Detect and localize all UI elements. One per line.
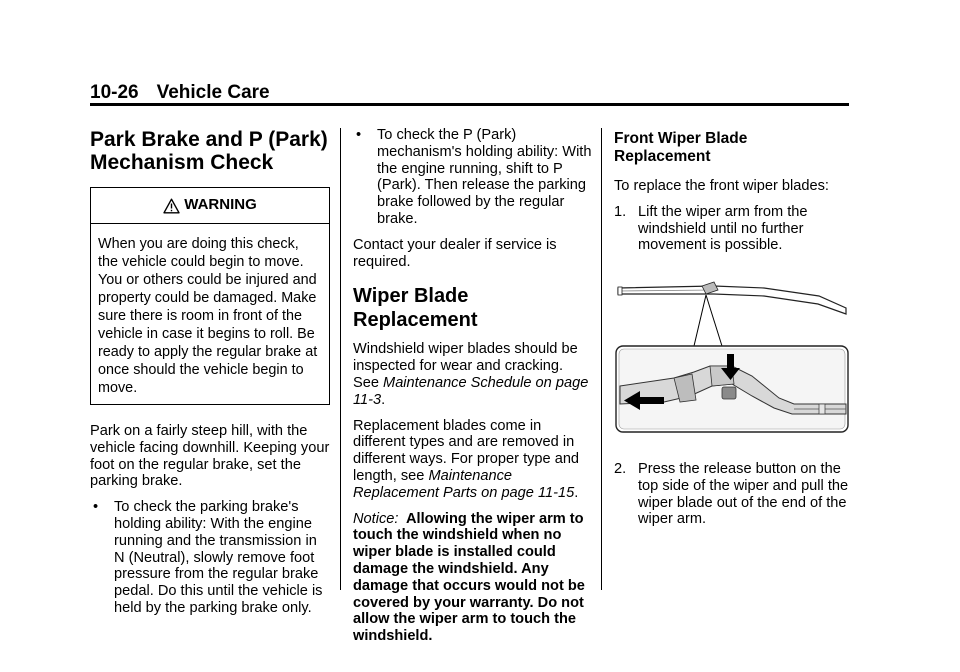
chapter-title: Vehicle Care (156, 82, 270, 103)
warning-box (90, 187, 330, 405)
column-1 (90, 128, 330, 626)
bullet-icon: • (356, 127, 362, 143)
replacement-paragraph: Replacement blades come in different types and are removed in different ways. For proper type and length, see Maintenance Replacement Parts on page 11-15. (353, 417, 580, 501)
section-title-front-wiper: Front Wiper Blade Replacement (614, 130, 748, 165)
section-title-park-brake: Park Brake and P (Park) Mechanism Check (90, 128, 328, 174)
step-number: 1. (614, 203, 627, 220)
replacement-parts-link[interactable]: Maintenance Replacement Parts on page 11-15 (353, 467, 575, 501)
column-divider-2 (601, 128, 602, 590)
column-divider-1 (340, 128, 341, 590)
warning-title: WARNING (184, 196, 257, 214)
bullet-icon: • (93, 499, 99, 516)
warning-body: When you are doing this check, the vehicle could begin to move. You or others could be injured and property could be damaged. Make sure there is room in front of the vehicle in case it begins to roll. Be ready to apply the regular brake at once should the vehicle begin to move. (98, 236, 318, 396)
list-item: • To check the parking brake's holding ability: With the engine running and the transmission in N (Neutral), slowly remove foot pressure from the regular brake pedal. Do this until the vehicle is held by the parking brake only. (93, 499, 323, 616)
warning-icon (163, 198, 180, 214)
notice-paragraph: Notice: Allowing the wiper arm to touch the windshield when no wiper blade is installed could damage the windshield. Any damage that occurs would not be covered by your warranty. Do not allow the wiper arm to touch the windshield. (353, 510, 585, 645)
notice-label: Notice: (353, 510, 399, 527)
column-2 (353, 127, 593, 654)
park-instructions: Park on a fairly steep hill, with the vehicle facing downhill. Keeping your foot on the regular brake, set the parking brake. (90, 423, 330, 490)
replace-intro: To replace the front wiper blades: (614, 178, 829, 194)
contact-dealer-text: Contact your dealer if service is required. (353, 236, 557, 270)
page-header (90, 82, 270, 104)
warning-header (91, 188, 329, 224)
maintenance-schedule-link[interactable]: Maintenance Schedule on page 11-3 (353, 374, 589, 408)
column-3-lower (614, 461, 850, 528)
list-item: 1. Lift the wiper arm from the windshield until no further movement is possible. (614, 203, 808, 254)
wiper-illustration (614, 274, 850, 434)
header-rule (90, 103, 849, 106)
step-number: 2. (614, 461, 627, 477)
list-item: • To check the P (Park) mechanism's holding ability: With the engine running, shift to P (Park). Then release the parking brake followed by the regular brake. (356, 127, 592, 227)
section-title-wiper-blade: Wiper Blade Replacement (353, 285, 478, 332)
page-number: 10-26 (90, 82, 139, 103)
list-item: 2. Press the release button on the top side of the wiper and pull the wiper blade out of the end of the wiper arm. (614, 461, 849, 528)
column-3 (614, 130, 850, 254)
inspection-paragraph: Windshield wiper blades should be inspected for wear and cracking. See Maintenance Schedule on page 11-3. (353, 341, 589, 408)
wiper-arm-figure (614, 274, 850, 434)
